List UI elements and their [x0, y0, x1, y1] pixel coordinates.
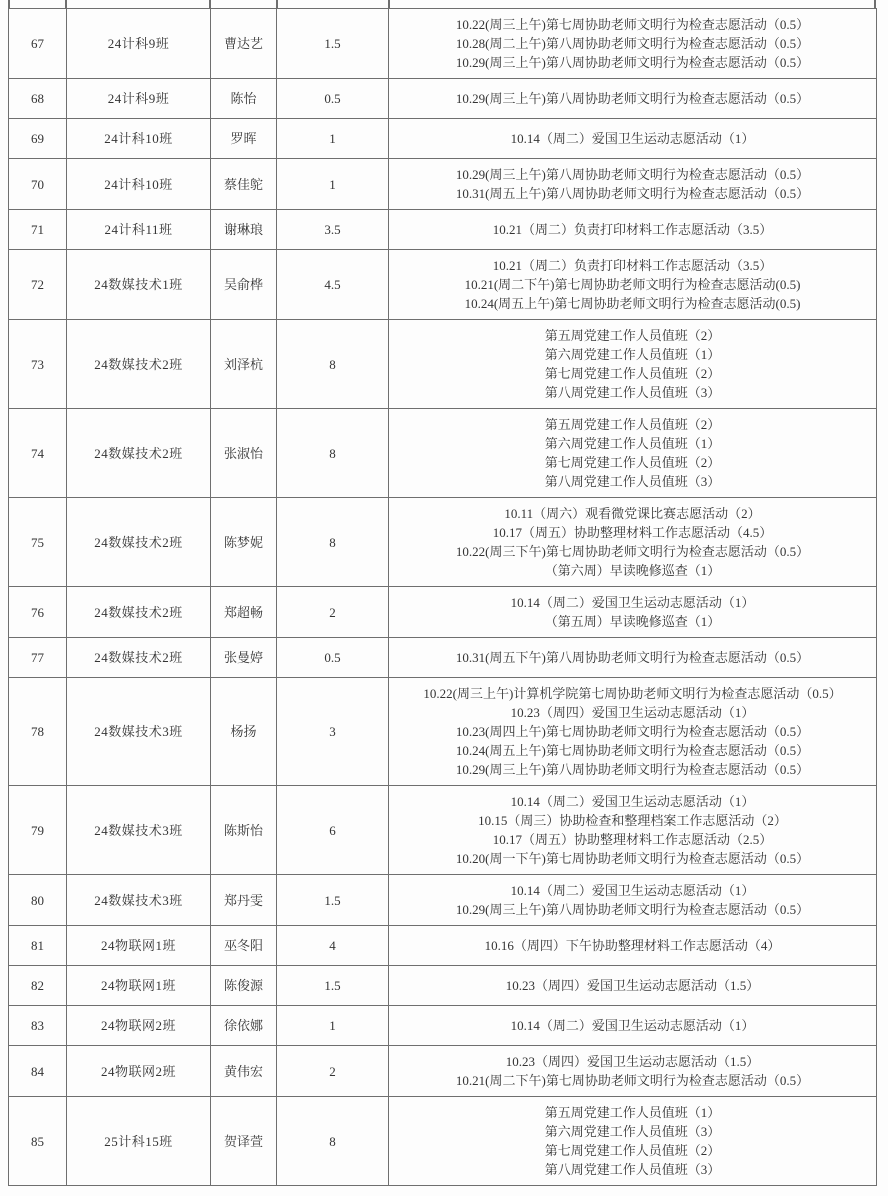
hours-cell: 6: [277, 786, 389, 875]
activity-line: 第六周党建工作人员值班（3）: [544, 1124, 721, 1139]
activity-line: 10.17（周五）协助整理材料工作志愿活动（4.5）: [492, 525, 773, 540]
hours-cell: 8: [277, 1097, 389, 1186]
table-row: [9, 966, 877, 1006]
hours-cell: 0.5: [277, 79, 389, 119]
hours-cell: 8: [277, 498, 389, 587]
class-cell: 24物联网1班: [67, 926, 211, 966]
table-row: [9, 409, 877, 498]
activity-line: 10.17（周五）协助整理材料工作志愿活动（2.5）: [492, 832, 773, 847]
class-cell: 24物联网1班: [67, 966, 211, 1006]
class-cell: 24数媒技术3班: [67, 786, 211, 875]
student-name-cell: 刘泽杭: [211, 320, 277, 409]
class-cell: 24数媒技术2班: [67, 498, 211, 587]
activity-line: 10.16（周四）下午协助整理材料工作志愿活动（4）: [484, 938, 781, 953]
activity-line: 第六周党建工作人员值班（1）: [544, 347, 721, 362]
row-number-cell: 74: [9, 409, 67, 498]
table-row: [9, 587, 877, 638]
row-number-cell: 71: [9, 210, 67, 250]
student-name-cell: 吴俞桦: [211, 250, 277, 320]
hours-cell: 2: [277, 587, 389, 638]
student-name-cell: 罗晖: [211, 119, 277, 159]
row-number-cell: 72: [9, 250, 67, 320]
activities-cell: [389, 875, 877, 926]
student-name-cell: 巫冬阳: [211, 926, 277, 966]
row-number-cell: 67: [9, 9, 67, 79]
row-number-cell: 69: [9, 119, 67, 159]
row-number-cell: 68: [9, 79, 67, 119]
activity-line: 第五周党建工作人员值班（1）: [544, 1105, 721, 1120]
row-number-cell: 70: [9, 159, 67, 210]
activities-cell: [389, 786, 877, 875]
row-number-cell: 77: [9, 638, 67, 678]
student-name-cell: 陈俊源: [211, 966, 277, 1006]
row-number-cell: 78: [9, 678, 67, 786]
class-cell: 24计科11班: [67, 210, 211, 250]
activity-line: 10.23（周四）爱国卫生运动志愿活动（1.5）: [505, 1054, 760, 1069]
table-row: [9, 926, 877, 966]
hours-cell: 2: [277, 1046, 389, 1097]
activities-cell: [389, 409, 877, 498]
class-cell: 24数媒技术2班: [67, 320, 211, 409]
activity-line: 10.29(周三上午)第八周协助老师文明行为检查志愿活动（0.5）: [455, 91, 810, 106]
row-number-cell: 76: [9, 587, 67, 638]
table-row: [9, 498, 877, 587]
activities-cell: [389, 210, 877, 250]
hours-cell: 4: [277, 926, 389, 966]
activities-cell: [389, 1097, 877, 1186]
table-row: [9, 678, 877, 786]
hours-cell: 3.5: [277, 210, 389, 250]
activity-line: 10.21(周二下午)第七周协助老师文明行为检查志愿活动（0.5）: [455, 1073, 810, 1088]
activities-cell: [389, 926, 877, 966]
table-row: [9, 210, 877, 250]
table-body: [9, 9, 877, 1186]
activities-cell: [389, 79, 877, 119]
activity-line: 第七周党建工作人员值班（2）: [544, 366, 721, 381]
student-name-cell: 陈怡: [211, 79, 277, 119]
activities-cell: [389, 159, 877, 210]
activities-cell: [389, 320, 877, 409]
hours-cell: 1: [277, 119, 389, 159]
student-name-cell: 郑丹雯: [211, 875, 277, 926]
row-number-cell: 80: [9, 875, 67, 926]
class-cell: 24计科9班: [67, 9, 211, 79]
class-cell: 24数媒技术2班: [67, 409, 211, 498]
activity-line: 10.29(周三上午)第八周协助老师文明行为检查志愿活动（0.5）: [455, 55, 810, 70]
activity-line: 10.14（周二）爱国卫生运动志愿活动（1）: [510, 1018, 755, 1033]
table-row: [9, 9, 877, 79]
activity-line: 10.31(周五下午)第八周协助老师文明行为检查志愿活动（0.5）: [455, 650, 810, 665]
activity-line: 10.23（周四）爱国卫生运动志愿活动（1）: [510, 705, 755, 720]
class-cell: 24数媒技术2班: [67, 638, 211, 678]
class-cell: 24计科9班: [67, 79, 211, 119]
student-name-cell: 蔡佳鸵: [211, 159, 277, 210]
activity-line: 10.22(周三上午)第七周协助老师文明行为检查志愿活动（0.5）: [455, 17, 810, 32]
activity-line: 10.29(周三上午)第八周协助老师文明行为检查志愿活动（0.5）: [455, 762, 810, 777]
activity-line: 第六周党建工作人员值班（1）: [544, 436, 721, 451]
activity-line: 10.29(周三上午)第八周协助老师文明行为检查志愿活动（0.5）: [455, 167, 810, 182]
activity-line: 10.31(周五上午)第八周协助老师文明行为检查志愿活动（0.5）: [455, 186, 810, 201]
table-row: [9, 159, 877, 210]
class-cell: 24数媒技术3班: [67, 875, 211, 926]
hours-cell: 4.5: [277, 250, 389, 320]
activity-line: 10.14（周二）爱国卫生运动志愿活动（1）: [510, 794, 755, 809]
activity-line: 第七周党建工作人员值班（2）: [544, 455, 721, 470]
row-number-cell: 73: [9, 320, 67, 409]
activity-line: 10.21（周二）负责打印材料工作志愿活动（3.5）: [492, 258, 773, 273]
table-row: [9, 79, 877, 119]
hours-cell: 8: [277, 409, 389, 498]
activity-line: 10.24(周五上午)第七周协助老师文明行为检查志愿活动(0.5): [464, 296, 801, 311]
row-number-cell: 83: [9, 1006, 67, 1046]
activity-line: 10.29(周三上午)第八周协助老师文明行为检查志愿活动（0.5）: [455, 902, 810, 917]
class-cell: 24计科10班: [67, 119, 211, 159]
table-row: [9, 638, 877, 678]
row-number-cell: 82: [9, 966, 67, 1006]
table-row: [9, 1097, 877, 1186]
activity-line: 第五周党建工作人员值班（2）: [544, 417, 721, 432]
student-name-cell: 张淑怡: [211, 409, 277, 498]
student-name-cell: 张曼婷: [211, 638, 277, 678]
student-name-cell: 谢琳琅: [211, 210, 277, 250]
activity-line: （第六周）早读晚修巡查（1）: [544, 563, 721, 578]
table-row: [9, 875, 877, 926]
class-cell: 25计科15班: [67, 1097, 211, 1186]
hours-cell: 1: [277, 1006, 389, 1046]
activity-line: 10.14（周二）爱国卫生运动志愿活动（1）: [510, 883, 755, 898]
student-name-cell: 曹达艺: [211, 9, 277, 79]
activities-cell: [389, 1006, 877, 1046]
student-name-cell: 杨扬: [211, 678, 277, 786]
row-number-cell: 84: [9, 1046, 67, 1097]
hours-cell: 1.5: [277, 875, 389, 926]
activity-line: 10.22(周三下午)第七周协助老师文明行为检查志愿活动（0.5）: [455, 544, 810, 559]
student-name-cell: 陈梦妮: [211, 498, 277, 587]
student-name-cell: 郑超畅: [211, 587, 277, 638]
activity-line: 10.11（周六）观看微党课比赛志愿活动（2）: [504, 506, 761, 521]
activity-line: 10.14（周二）爱国卫生运动志愿活动（1）: [510, 131, 755, 146]
student-name-cell: 徐依娜: [211, 1006, 277, 1046]
activity-line: 10.21(周二下午)第七周协助老师文明行为检查志愿活动(0.5): [464, 277, 801, 292]
activity-line: 第八周党建工作人员值班（3）: [544, 385, 721, 400]
student-name-cell: 贺译萱: [211, 1097, 277, 1186]
activity-line: 第五周党建工作人员值班（2）: [544, 328, 721, 343]
activity-line: 10.15（周三）协助检查和整理档案工作志愿活动（2）: [478, 813, 787, 828]
row-number-cell: 75: [9, 498, 67, 587]
activities-cell: [389, 638, 877, 678]
activity-line: 10.23(周四上午)第七周协助老师文明行为检查志愿活动（0.5）: [455, 724, 810, 739]
activity-line: 10.22(周三上午)计算机学院第七周协助老师文明行为检查志愿活动（0.5）: [423, 686, 842, 701]
class-cell: 24数媒技术1班: [67, 250, 211, 320]
activities-cell: [389, 966, 877, 1006]
class-cell: 24数媒技术2班: [67, 587, 211, 638]
activity-line: 10.28(周二上午)第八周协助老师文明行为检查志愿活动（0.5）: [455, 36, 810, 51]
volunteer-hours-table: [8, 8, 877, 1186]
table-row: [9, 1006, 877, 1046]
hours-cell: 0.5: [277, 638, 389, 678]
class-cell: 24物联网2班: [67, 1046, 211, 1097]
student-name-cell: 陈斯怡: [211, 786, 277, 875]
class-cell: 24计科10班: [67, 159, 211, 210]
activities-cell: [389, 250, 877, 320]
activities-cell: [389, 1046, 877, 1097]
activity-line: 第七周党建工作人员值班（2）: [544, 1143, 721, 1158]
activities-cell: [389, 678, 877, 786]
row-number-cell: 79: [9, 786, 67, 875]
table-container: [8, 8, 876, 1186]
row-number-cell: 85: [9, 1097, 67, 1186]
activity-line: 第八周党建工作人员值班（3）: [544, 1162, 721, 1177]
hours-cell: 1: [277, 159, 389, 210]
row-number-cell: 81: [9, 926, 67, 966]
activities-cell: [389, 119, 877, 159]
table-row: [9, 119, 877, 159]
hours-cell: 1.5: [277, 966, 389, 1006]
activity-line: 10.21（周二）负责打印材料工作志愿活动（3.5）: [492, 222, 773, 237]
hours-cell: 8: [277, 320, 389, 409]
activities-cell: [389, 587, 877, 638]
activity-line: 10.14（周二）爱国卫生运动志愿活动（1）: [510, 595, 755, 610]
activities-cell: [389, 498, 877, 587]
table-row: [9, 250, 877, 320]
class-cell: 24数媒技术3班: [67, 678, 211, 786]
hours-cell: 1.5: [277, 9, 389, 79]
class-cell: 24物联网2班: [67, 1006, 211, 1046]
student-name-cell: 黄伟宏: [211, 1046, 277, 1097]
activity-line: 10.24(周五上午)第七周协助老师文明行为检查志愿活动（0.5）: [455, 743, 810, 758]
table-row: [9, 1046, 877, 1097]
activity-line: 第八周党建工作人员值班（3）: [544, 474, 721, 489]
activities-cell: [389, 9, 877, 79]
table-row: [9, 320, 877, 409]
hours-cell: 3: [277, 678, 389, 786]
activity-line: （第五周）早读晚修巡查（1）: [544, 614, 721, 629]
activity-line: 10.23（周四）爱国卫生运动志愿活动（1.5）: [505, 978, 760, 993]
activity-line: 10.20(周一下午)第七周协助老师文明行为检查志愿活动（0.5）: [455, 851, 810, 866]
table-row: [9, 786, 877, 875]
